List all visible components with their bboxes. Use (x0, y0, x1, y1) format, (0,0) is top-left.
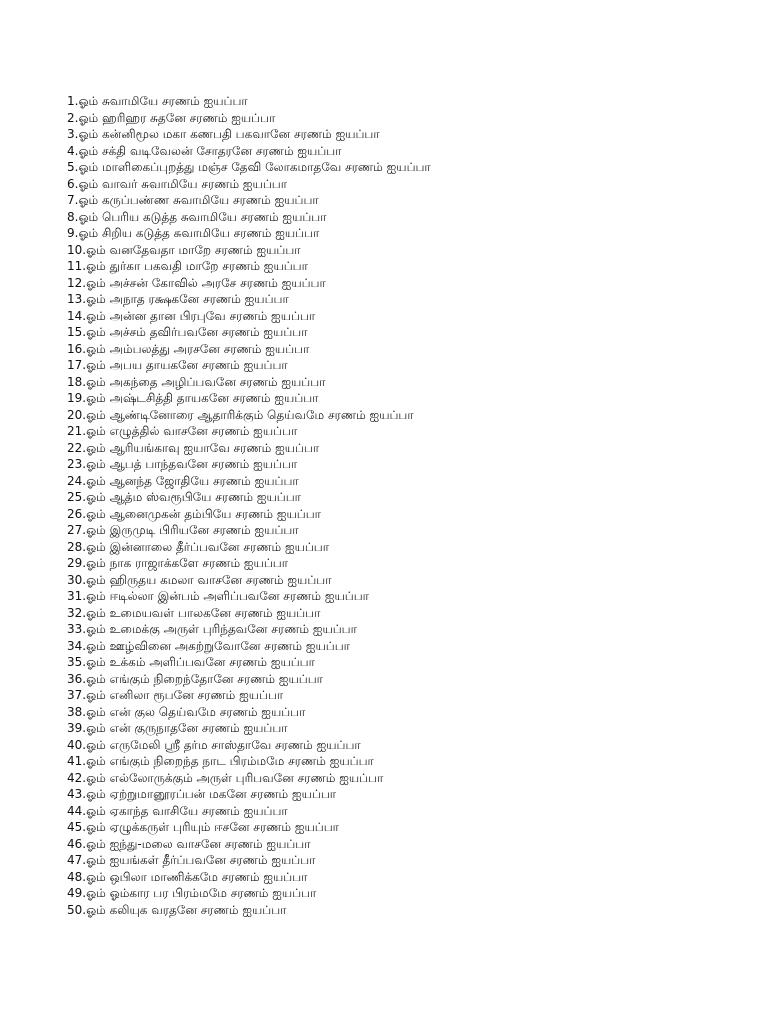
chant-line: 17.ஓம் அபய தாயகனே சரணம் ஐயப்பா (67, 358, 288, 372)
chant-line: 10.ஓம் வனதேவதா மாறே சரணம் ஐயப்பா (67, 242, 301, 257)
chant-line: 13.ஓம் அநாத ரக்ஷகனே சரணம் ஐயப்பா (67, 292, 289, 306)
chant-line: 47.ஓம் ஐயங்கள் தீர்ப்பவனே சரணம் ஐயப்பா (67, 853, 316, 867)
chant-line: 35.ஓம் உக்கம் அளிப்பவனே சரணம் ஐயப்பா (67, 655, 315, 669)
chant-line: 41.ஓம் எங்கும் நிறைந்த நாட பிரம்மமே சரணம் ஐயப்பா (67, 754, 374, 768)
chant-line: 12.ஓம் அச்சன் கோவில் அரசே சரணம் ஐயப்பா (67, 275, 326, 290)
chant-line: 46.ஓம் ஐந்து-மலை வாசனே சரணம் ஐயப்பா (67, 836, 311, 851)
chant-line: 31.ஓம் ஈடில்லா இன்பம் அளிப்பவனே சரணம் ஐயப்பா (67, 589, 369, 603)
chant-line: 36.ஓம் எங்கும் நிறைந்தோனே சரணம் ஐயப்பா (67, 671, 323, 686)
chant-list (67, 93, 747, 918)
chant-line: 8.ஓம் பெரிய கடுத்த சுவாமியே சரணம் ஐயப்பா (67, 209, 327, 224)
chant-line: 20.ஓம் ஆண்டினோரை ஆதாரிக்கும் தெய்வமே சரணம் ஐயப்பா (67, 407, 414, 422)
chant-line: 7.ஓம் கருப்பண்ண சுவாமியே சரணம் ஐயப்பா (67, 193, 319, 207)
chant-line: 48.ஓம் ஒபிலா மாணிக்கமே சரணம் ஐயப்பா (67, 869, 308, 884)
chant-line: 5.ஓம் மாளிகைப்புறத்து மஞ்ச தேவி லோகமாதவே சரணம் ஐயப்பா (67, 160, 431, 174)
chant-line: 34.ஓம் ஊழ்வினை அகற்றுவோனே சரணம் ஐயப்பா (67, 638, 350, 653)
chant-line: 42.ஓம் எல்லோருக்கும் அருள் புரிபவனே சரணம் ஐயப்பா (67, 770, 384, 785)
chant-line: 26.ஓம் ஆனைமுகன் தம்பியே சரணம் ஐயப்பா (67, 506, 321, 521)
chant-line: 28.ஓம் இன்னாலை தீர்ப்பவனே சரணம் ஐயப்பா (67, 539, 330, 554)
chant-line: 4.ஓம் சக்தி வடிவேலன் சோதரனே சரணம் ஐயப்பா (67, 143, 342, 158)
chant-line: 40.ஓம் எருமேலி ஸ்ரீ தர்ம சாஸ்தாவே சரணம் ஐயப்பா (67, 737, 361, 752)
chant-line: 18.ஓம் அகந்தை அழிப்பவனே சரணம் ஐயப்பா (67, 374, 326, 389)
chant-line: 30.ஓம் ஹிருதய கமலா வாசனே சரணம் ஐயப்பா (67, 572, 332, 587)
chant-line: 29.ஓம் நாக ராஜாக்களே சரணம் ஐயப்பா (67, 556, 288, 570)
chant-line: 44.ஓம் ஏகாந்த வாசியே சரணம் ஐயப்பா (67, 803, 288, 818)
chant-line: 43.ஓம் ஏற்றுமானூரப்பன் மகனே சரணம் ஐயப்பா (67, 787, 337, 801)
chant-line: 11.ஓம் துர்கா பகவதி மாறே சரணம் ஐயப்பா (67, 259, 308, 273)
chant-line: 14.ஓம் அன்ன தான பிரபுவே சரணம் ஐயப்பா (67, 308, 316, 323)
chant-line: 49.ஓம் ஓம்கார பர பிரம்மமே சரணம் ஐயப்பா (67, 886, 317, 900)
chant-line: 38.ஓம் என் குல தெய்வமே சரணம் ஐயப்பா (67, 704, 306, 719)
chant-line: 9.ஓம் சிறிய கடுத்த சுவாமியே சரணம் ஐயப்பா (67, 226, 320, 240)
chant-line: 21.ஓம் எழுத்தில் வாசனே சரணம் ஐயப்பா (67, 424, 298, 438)
chant-line: 45.ஓம் ஏழுக்கருள் புரியும் ஈசனே சரணம் ஐயப்பா (67, 820, 339, 834)
chant-line: 37.ஓம் எனிலா ரூபனே சரணம் ஐயப்பா (67, 688, 284, 702)
chant-line: 2.ஓம் ஹரிஹர சுதனே சரணம் ஐயப்பா (67, 110, 276, 125)
chant-line: 39.ஓம் என் குருநாதனே சரணம் ஐயப்பா (67, 721, 288, 735)
chant-line: 25.ஓம் ஆத்ம ஸ்வரூபியே சரணம் ஐயப்பா (67, 490, 301, 504)
chant-line: 15.ஓம் அச்சம் தவிர்பவனே சரணம் ஐயப்பா (67, 325, 308, 339)
chant-line: 1.ஓம் சுவாமியே சரணம் ஐயப்பா (67, 94, 248, 108)
chant-line: 6.ஓம் வாவர் சுவாமியே சரணம் ஐயப்பா (67, 176, 287, 191)
chant-line: 19.ஓம் அஷ்டசித்தி தாயகனே சரணம் ஐயப்பா (67, 391, 319, 405)
chant-line: 27.ஓம் இருமுடி பிரியனே சரணம் ஐயப்பா (67, 523, 299, 537)
chant-line: 50.ஓம் கலியுக வரதனே சரணம் ஐயப்பா (67, 902, 287, 917)
chant-line: 24.ஓம் ஆனந்த ஜோதியே சரணம் ஐயப்பா (67, 473, 299, 488)
chant-line: 23.ஓம் ஆபத் பாந்தவனே சரணம் ஐயப்பா (67, 457, 298, 471)
chant-line: 32.ஓம் உமையவள் பாலகனே சரணம் ஐயப்பா (67, 605, 321, 620)
chant-line: 3.ஓம் கன்னிமூல மகா கணபதி பகவானே சரணம் ஐயப்பா (67, 127, 380, 141)
chant-line: 16.ஓம் அம்பலத்து அரசனே சரணம் ஐயப்பா (67, 341, 310, 356)
chant-line: 22.ஓம் ஆரியங்காவு ஐயாவே சரணம் ஐயப்பா (67, 440, 320, 455)
chant-line: 33.ஓம் உமைக்கு அருள் புரிந்தவனே சரணம் ஐயப்பா (67, 622, 357, 636)
